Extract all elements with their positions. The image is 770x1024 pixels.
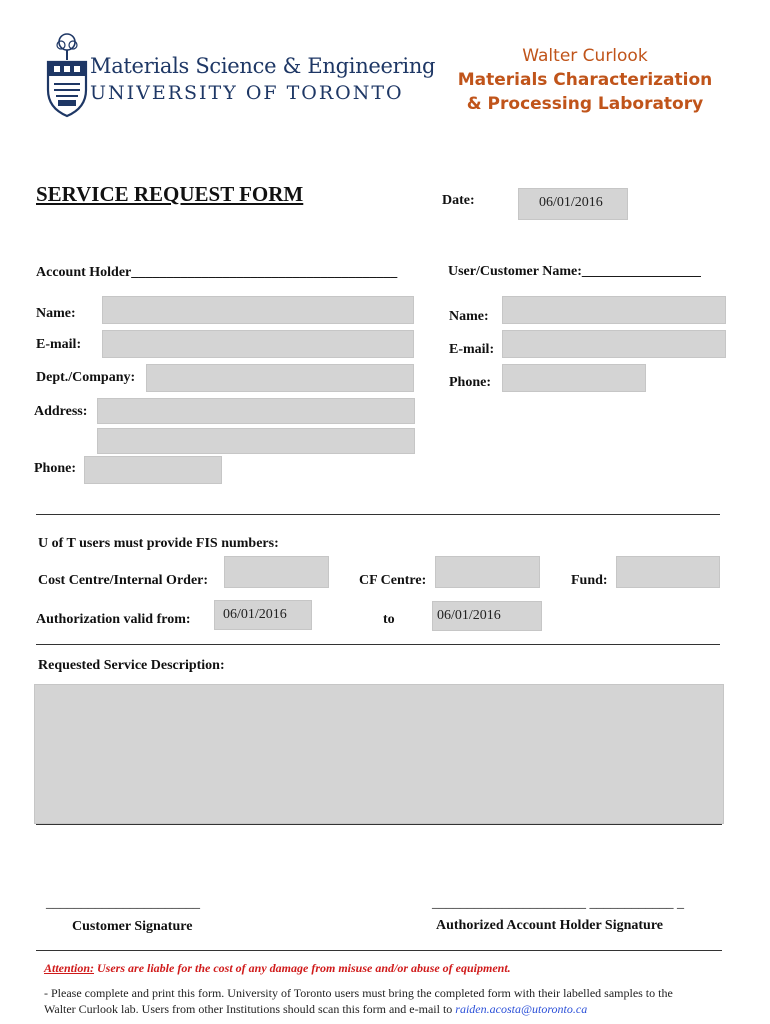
customer-signature-line: ______________________ [46,896,200,911]
instructions-line-1: - Please complete and print this form. University of Toronto users must bring the completed form with their labelled samples to the [44,986,673,1000]
customer-signature-label: Customer Signature [72,919,193,934]
holder-signature-line: ______________________ ____________ _ [432,896,684,911]
authorization-label: Authorization valid from: [36,612,191,627]
university-logo [44,32,436,122]
lab-name [440,44,730,116]
holder-dept-field[interactable] [146,364,414,392]
section-divider-3 [36,824,722,825]
description-field[interactable] [34,684,724,824]
holder-name-label: Name: [36,306,76,321]
date-field[interactable]: 06/01/2016 [518,188,628,220]
department-name: Materials Science & Engineering [90,54,436,78]
section-divider-4 [36,950,722,951]
holder-email-label: E-mail: [36,337,82,352]
university-name: UNIVERSITY OF TORONTO [90,82,404,104]
cost-centre-field[interactable] [224,556,329,588]
authorization-to-label: to [383,612,395,627]
contact-email-link[interactable]: raiden.acosta@utoronto.ca [455,1002,588,1016]
customer-name-field[interactable] [502,296,726,324]
section-divider-2 [36,644,720,645]
customer-phone-field[interactable] [502,364,646,392]
lab-name-line1: Walter Curlook [522,46,648,66]
holder-phone-field[interactable] [84,456,222,484]
holder-phone-label: Phone: [34,461,76,476]
lab-name-line2: Materials Characterization [457,70,713,90]
cf-centre-field[interactable] [435,556,540,588]
authorization-from-field[interactable]: 06/01/2016 [214,600,312,630]
fund-field[interactable] [616,556,720,588]
holder-email-field[interactable] [102,330,414,358]
attention-label: Attention: [44,961,95,975]
fund-label: Fund: [571,573,608,588]
attention-text: Users are liable for the cost of any damage from misuse and/or abuse of equipment. [94,961,511,975]
instructions-line-2: Walter Curlook lab. Users from other Institutions should scan this form and e-mail to [44,1002,456,1016]
holder-address-field-2[interactable] [97,428,415,454]
authorization-to-field[interactable]: 06/01/2016 [432,601,542,631]
date-label: Date: [442,193,475,208]
account-holder-heading: Account Holder______________________________________ [36,265,398,280]
fis-heading: U of T users must provide FIS numbers: [38,536,279,551]
lab-name-line3: & Processing Laboratory [466,94,704,114]
customer-email-field[interactable] [502,330,726,358]
customer-heading: User/Customer Name:_________________ [448,264,701,279]
cost-centre-label: Cost Centre/Internal Order: [38,573,209,588]
holder-dept-label: Dept./Company: [36,370,136,385]
holder-name-field[interactable] [102,296,414,324]
customer-name-label: Name: [449,309,489,324]
customer-email-label: E-mail: [449,342,495,357]
cf-centre-label: CF Centre: [359,573,427,588]
holder-signature-label: Authorized Account Holder Signature [436,918,663,933]
section-divider-1 [36,514,720,515]
customer-phone-label: Phone: [449,375,491,390]
attention-note [44,961,511,976]
holder-address-field-1[interactable] [97,398,415,424]
description-label: Requested Service Description: [38,658,225,673]
instructions-note [44,985,734,1017]
form-title: SERVICE REQUEST FORM [36,182,304,206]
holder-address-label: Address: [34,404,88,419]
coat-of-arms-icon [44,32,90,120]
